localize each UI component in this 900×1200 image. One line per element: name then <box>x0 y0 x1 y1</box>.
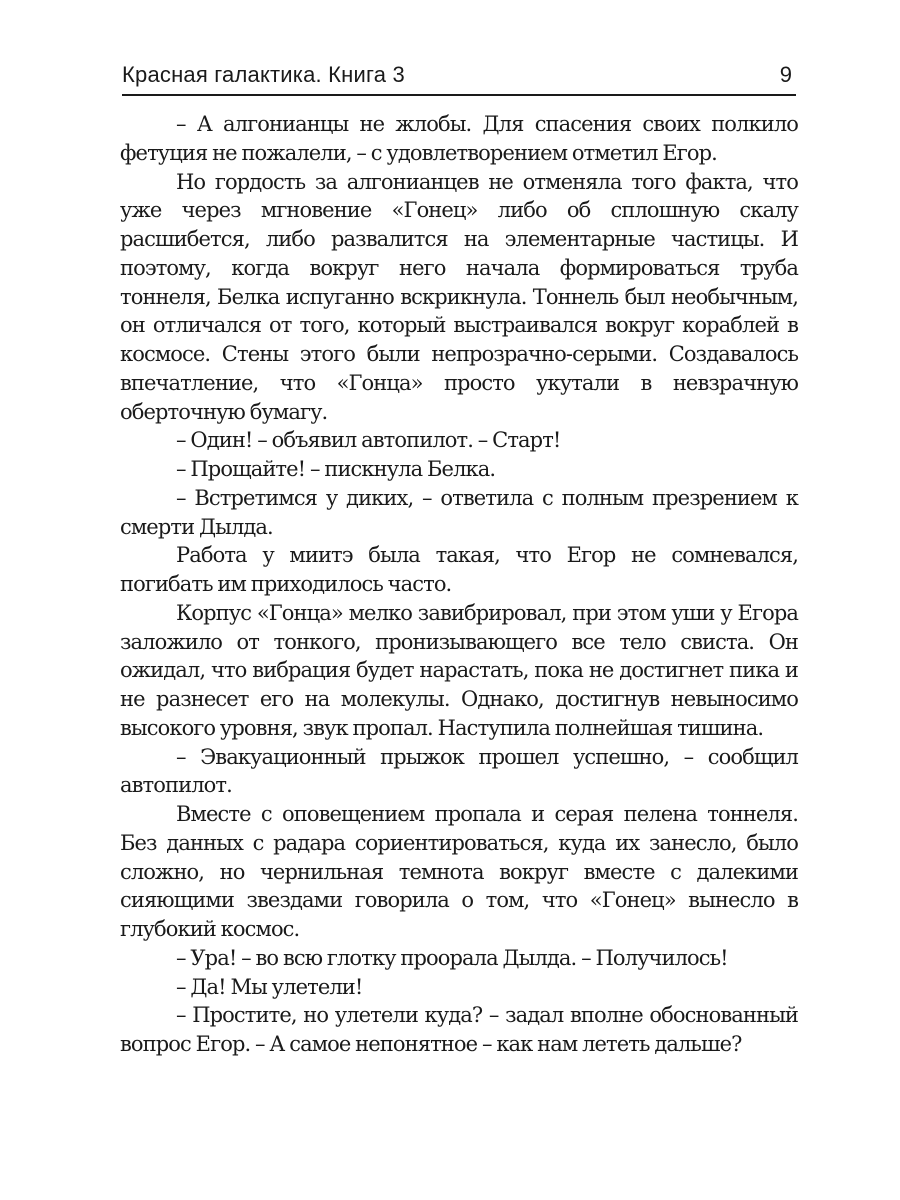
paragraph: Но гордость за алгонианцев не отменяла того факта, что уже через мгновение «Гонец» либо об сплошную скалу расшибется, либо развалится на элементарные частицы. И поэтому, когда вокруг него начала формироваться труба тоннеля, Белка испуганно вскрикнула. Тоннель был необычным, он отличался от того, который выстраивался вокруг кораблей в космосе. Стены этого были непрозрачно-серыми. Создавалось впечатление, что «Гонца» просто укутали в невзрачную оберточную бумагу. <box>120 169 798 424</box>
paragraph: – Встретимся у диких, – ответила с полным презрением к смерти Дылда. <box>120 485 798 539</box>
paragraph: – А алгонианцы не жлобы. Для спасения своих полкило фетуция не пожалели, – с удовлетворением отметил Егор. <box>120 112 798 165</box>
page-number: 9 <box>779 62 792 87</box>
paragraph: – Простите, но улетели куда? – задал вполне обоснованный вопрос Егор. – А самое непонятное – как нам лететь дальше? <box>120 1003 798 1056</box>
paragraph: – Один! – объявил автопилот. – Старт! <box>176 428 561 453</box>
paragraph: – Прощайте! – пискнула Белка. <box>176 457 496 481</box>
paragraph: – Да! Мы улетели! <box>176 974 363 999</box>
paragraph: Работа у миитэ была такая, что Егор не сомневался, погибать им приходилось часто. <box>120 543 798 596</box>
running-header <box>122 58 796 96</box>
paragraph: Корпус «Гонца» мелко завибрировал, при этом уши у Егора заложило от тонкого, пронизывающего все тело свиста. Он ожидал, что вибрация будет нарастать, пока не достигнет пика и не разнесет его на молекулы. Однако, достигнув невыносимо высокого уровня, звук пропал. Наступила полнейшая тишина. <box>120 600 798 740</box>
paragraph: – Ура! – во всю глотку проорала Дылда. – Получилось! <box>176 945 728 970</box>
page-body <box>120 110 798 1059</box>
paragraph: – Эвакуационный прыжок прошел успешно, – сообщил автопилот. <box>120 744 798 798</box>
paragraph: Вместе с оповещением пропала и серая пелена тоннеля. Без данных с радара сориентироваться, куда их занесло, было сложно, но чернильная темнота вокруг вместе с далекими сияющими звездами говорила о том, что «Гонец» вынесло в глубокий космос. <box>120 802 798 941</box>
book-title: Красная галактика. Книга 3 <box>122 62 405 87</box>
